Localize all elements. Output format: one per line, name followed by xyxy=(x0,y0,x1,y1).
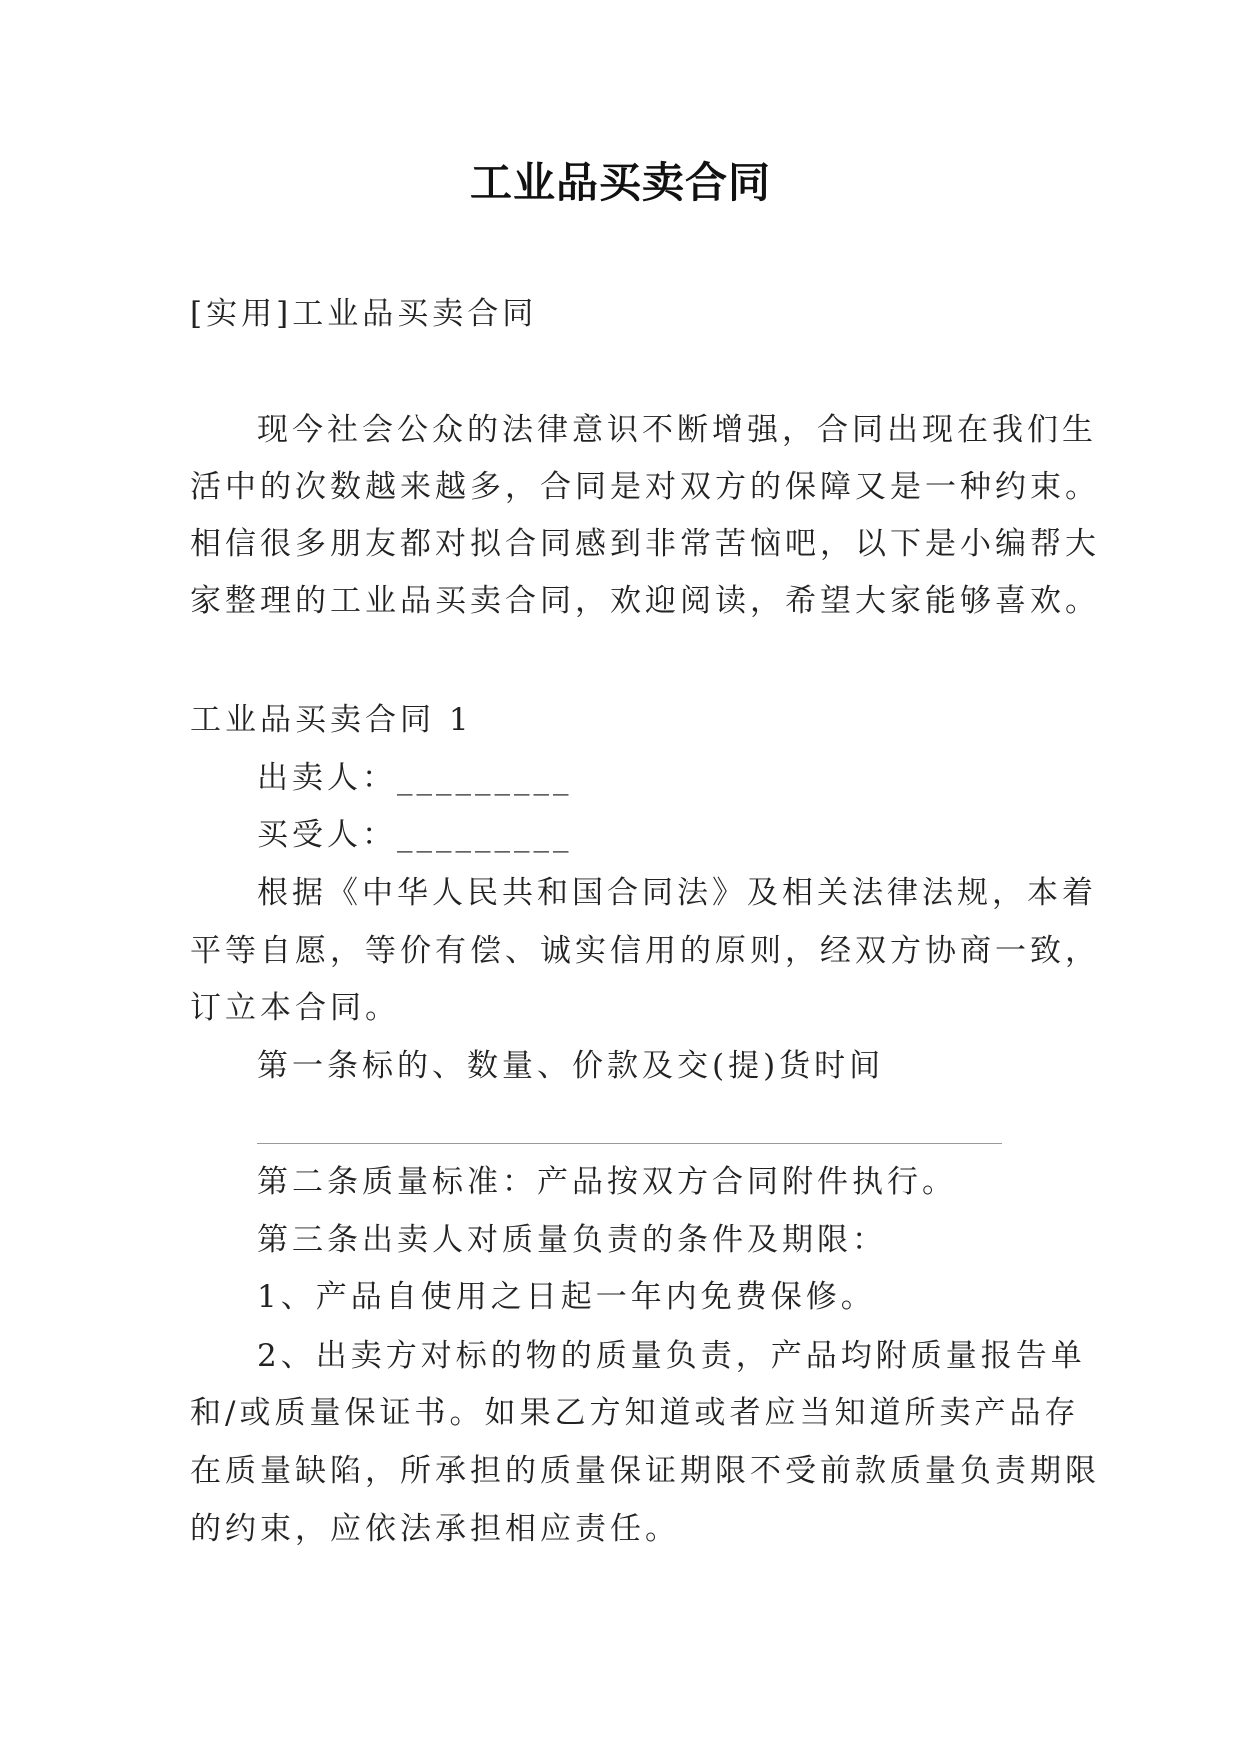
document-subtitle: [实用]工业品买卖合同 xyxy=(190,296,538,332)
document-title: 工业品买卖合同 xyxy=(469,158,771,207)
article-3: 第三条出卖人对质量负责的条件及期限： xyxy=(257,1222,887,1258)
intro-line: 活中的次数越来越多，合同是对双方的保障又是一种约束。 xyxy=(190,469,1100,505)
intro-line: 家整理的工业品买卖合同，欢迎阅读，希望大家能够喜欢。 xyxy=(190,583,1100,619)
item-2-line: 和/或质量保证书。如果乙方知道或者应当知道所卖产品存 xyxy=(190,1395,1080,1431)
article-1: 第一条标的、数量、价款及交(提)货时间 xyxy=(257,1048,885,1084)
seller-line: 出卖人：_________ xyxy=(257,760,573,796)
contract-heading: 工业品买卖合同 1 xyxy=(190,702,473,738)
basis-line: 平等自愿，等价有偿、诚实信用的原则，经双方协商一致， xyxy=(190,933,1100,969)
item-1: 1、产品自使用之日起一年内免费保修。 xyxy=(257,1279,876,1315)
blank-fill-line xyxy=(257,1143,1002,1144)
item-2-line: 的约束，应依法承担相应责任。 xyxy=(190,1511,680,1547)
item-2-line: 2、出卖方对标的物的质量负责，产品均附质量报告单 xyxy=(257,1338,1086,1374)
item-2-line: 在质量缺陷，所承担的质量保证期限不受前款质量负责期限 xyxy=(190,1453,1100,1489)
intro-line: 现今社会公众的法律意识不断增强，合同出现在我们生 xyxy=(257,412,1097,448)
basis-line: 订立本合同。 xyxy=(190,990,400,1026)
basis-line: 根据《中华人民共和国合同法》及相关法律法规，本着 xyxy=(257,875,1097,911)
article-2: 第二条质量标准：产品按双方合同附件执行。 xyxy=(257,1164,957,1200)
intro-line: 相信很多朋友都对拟合同感到非常苦恼吧，以下是小编帮大 xyxy=(190,526,1100,562)
buyer-line: 买受人：_________ xyxy=(257,817,573,853)
